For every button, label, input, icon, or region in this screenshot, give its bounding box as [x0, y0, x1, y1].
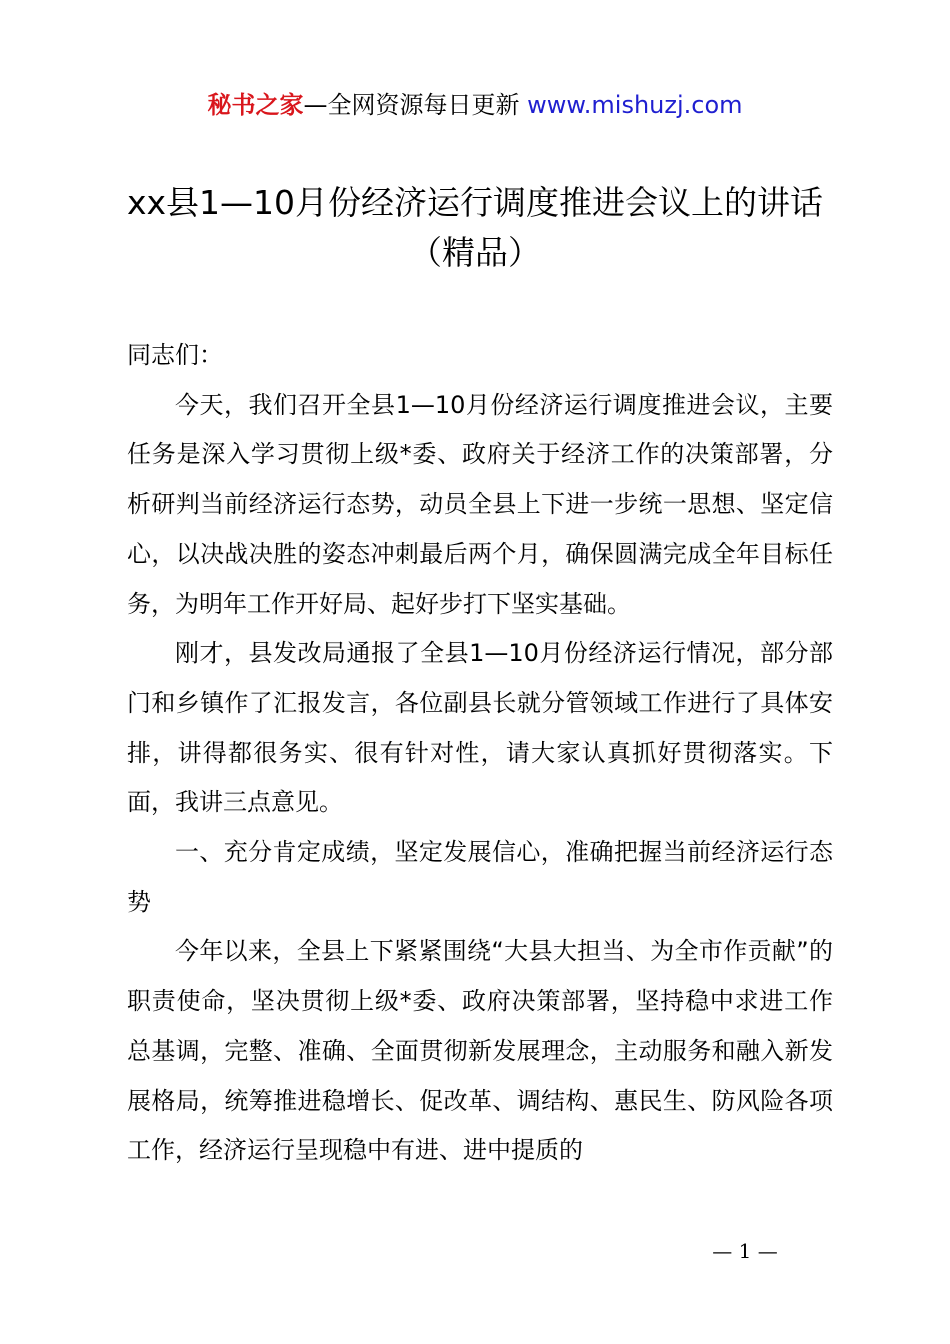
site-header	[0, 88, 950, 122]
paragraph-1: 今天，我们召开全县1—10月份经济运行调度推进会议，主要任务是深入学习贯彻上级*委、政府关于经济工作的决策部署，分析研判当前经济运行态势，动员全县上下进一步统一思想、坚定信心，以决战决胜的姿态冲刺最后两个月，确保圆满完成全年目标任务，为明年工作开好局、起好步打下坚实基础。	[127, 390, 833, 618]
paragraph-2: 刚才，县发改局通报了全县1—10月份经济运行情况，部分部门和乡镇作了汇报发言，各位副县长就分管领域工作进行了具体安排，讲得都很务实、很有针对性，请大家认真抓好贯彻落实。下面，我讲三点意见。	[127, 639, 833, 817]
brand-name: 秘书之家	[207, 91, 304, 119]
page-number: — 1 —	[712, 1239, 778, 1263]
paragraph-3: 今年以来，全县上下紧紧围绕“大县大担当、为全市作贡献”的职责使命，坚决贯彻上级*委、政府决策部署，坚持稳中求进工作总基调，完整、准确、全面贯彻新发展理念，主动服务和融入新发展格局，统筹推进稳增长、促改革、调结构、惠民生、防风险各项工作，经济运行呈现稳中有进、进中提质的	[127, 937, 833, 1165]
section-heading-1: 一、充分肯定成绩，坚定发展信心，准确把握当前经济运行态势	[127, 838, 833, 916]
document-body	[127, 331, 833, 1176]
site-url-link[interactable]: www.mishuzj.com	[527, 91, 743, 119]
salutation: 同志们：	[127, 341, 223, 369]
document-title: xx县1—10月份经济运行调度推进会议上的讲话（精品）	[126, 183, 824, 272]
header-tagline: —全网资源每日更新	[303, 91, 528, 119]
